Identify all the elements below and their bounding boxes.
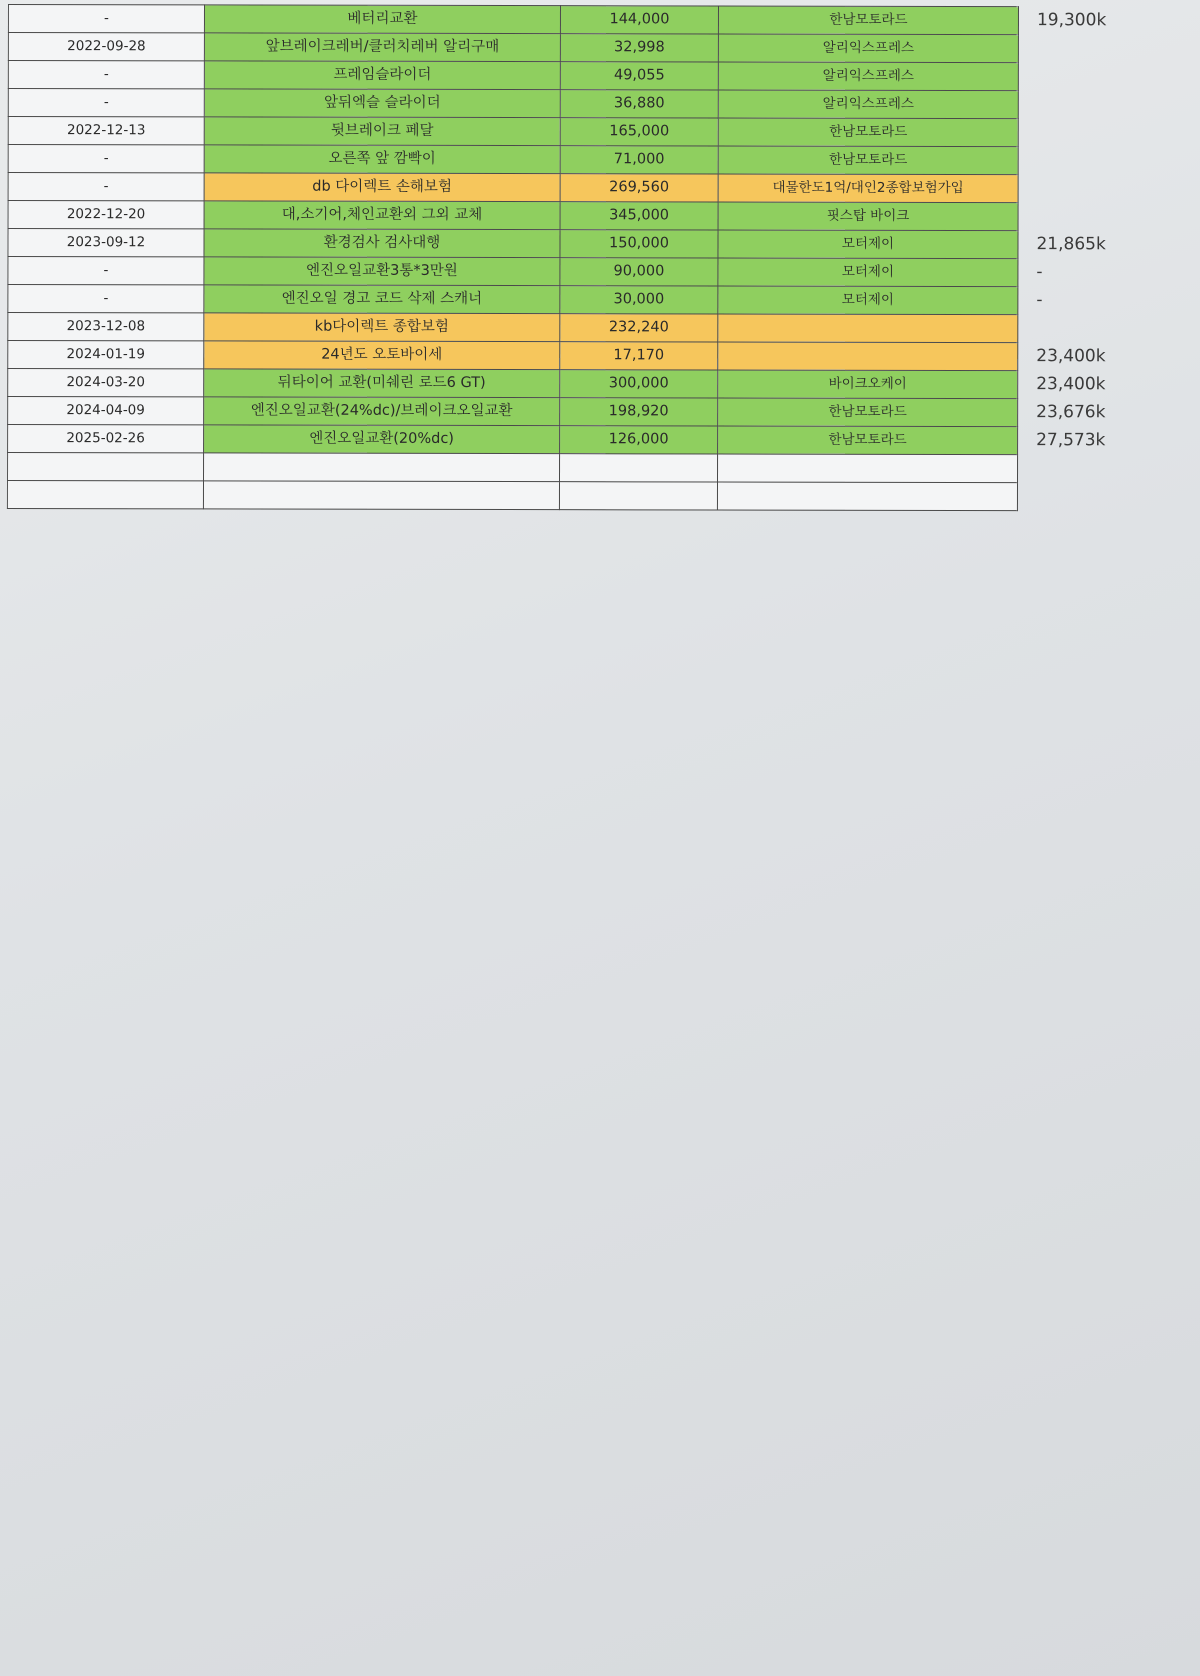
table-row [8,397,1118,427]
table-row [8,313,1118,343]
table-row [8,425,1118,455]
mileage-note [1018,119,1118,147]
date-cell: - [8,5,204,33]
vendor-cell: 핏스탑 바이크 [718,202,1018,231]
item-cell: 24년도 오토바이세 [204,341,560,370]
mileage-note: 21,865k [1036,234,1106,255]
amount-cell: 300,000 [560,370,718,398]
table-row [8,341,1118,371]
item-cell: 앞브레이크레버/클러치레버 알리구매 [204,33,560,62]
item-cell: 대,소기어,체인교환외 그외 교체 [204,201,560,230]
amount-cell: 198,920 [560,398,718,426]
item-cell: 프레임슬라이더 [204,61,560,90]
amount-cell: 30,000 [560,286,718,314]
table-row [8,89,1118,119]
mileage-note [1018,147,1118,175]
date-cell: - [8,145,204,173]
mileage-note [1018,203,1118,231]
item-cell [204,453,560,482]
table-row [8,117,1118,147]
vendor-cell [718,342,1018,371]
table-row [8,453,1118,483]
vendor-cell: 한남모토라드 [718,398,1018,427]
amount-cell: 126,000 [560,426,718,454]
vendor-cell: 알리익스프레스 [718,62,1018,91]
mileage-note: 19,300k [1036,10,1107,31]
maintenance-expense-table [7,4,1119,511]
date-cell: 2022-12-13 [8,117,204,145]
item-cell: 엔진오일교환3통*3만원 [204,257,560,286]
vendor-cell [718,454,1018,483]
date-cell [8,453,204,481]
item-cell: 앞뒤엑슬 슬라이더 [204,89,560,118]
table-row [8,173,1118,203]
item-cell: db 다이렉트 손해보험 [204,173,560,202]
date-cell: 2025-02-26 [8,425,204,453]
vendor-cell: 모터제이 [718,286,1018,315]
table-row [8,369,1118,399]
item-cell [203,481,559,510]
date-cell: 2022-09-28 [8,33,204,61]
mileage-note [1017,455,1117,483]
vendor-cell: 한남모토라드 [718,118,1018,147]
amount-cell: 269,560 [560,174,718,202]
amount-cell: 345,000 [560,202,718,230]
date-cell: 2023-09-12 [8,229,204,257]
mileage-note [1018,315,1118,343]
amount-cell: 90,000 [560,258,718,286]
vendor-cell: 모터제이 [718,230,1018,259]
mileage-note: 23,676k [1036,402,1106,423]
item-cell: 엔진오일 경고 코드 삭제 스캐너 [204,285,560,314]
table-row [8,201,1118,231]
table-row [7,481,1117,511]
item-cell: 환경검사 검사대행 [204,229,560,258]
vendor-cell: 대물한도1억/대인2종합보험가입 [718,174,1018,203]
amount-cell: 165,000 [560,118,718,146]
mileage-note [1018,35,1118,63]
vendor-cell: 한남모토라드 [718,146,1018,175]
vendor-cell: 한남모토라드 [718,6,1018,35]
vendor-cell [718,314,1018,343]
vendor-cell: 한남모토라드 [718,426,1018,455]
mileage-note: 27,573k [1036,430,1106,451]
mileage-note: - [1036,290,1043,311]
date-cell: - [8,173,204,201]
date-cell: - [8,61,204,89]
amount-cell: 150,000 [560,230,718,258]
table-row [8,5,1118,35]
mileage-note [1017,483,1117,511]
item-cell: 뒤타이어 교환(미쉐린 로드6 GT) [204,369,560,398]
table-row [8,257,1118,287]
mileage-note: - [1036,262,1043,283]
item-cell: 뒷브레이크 페달 [204,117,560,146]
amount-cell: 32,998 [560,34,718,62]
table-row [8,285,1118,315]
date-cell: 2024-01-19 [8,341,204,369]
mileage-note: 23,400k [1036,346,1106,367]
item-cell: 베터리교환 [204,5,560,34]
vendor-cell [717,482,1017,511]
table-row [8,229,1118,259]
amount-cell: 36,880 [560,90,718,118]
date-cell: 2024-03-20 [8,369,204,397]
table-row [8,145,1118,175]
mileage-note [1018,175,1118,203]
table-row [8,61,1118,91]
mileage-note [1018,63,1118,91]
amount-cell: 17,170 [560,342,718,370]
item-cell: 엔진오일교환(20%dc) [204,425,560,454]
date-cell: - [8,89,204,117]
item-cell: kb다이렉트 종합보험 [204,313,560,342]
amount-cell: 71,000 [560,146,718,174]
vendor-cell: 알리익스프레스 [718,34,1018,63]
mileage-note: 23,400k [1036,374,1106,395]
date-cell [7,481,203,509]
amount-cell: 232,240 [560,314,718,342]
amount-cell [560,454,718,482]
vendor-cell: 알리익스프레스 [718,90,1018,119]
vendor-cell: 바이크오케이 [718,370,1018,399]
date-cell: - [8,257,204,285]
date-cell: 2022-12-20 [8,201,204,229]
mileage-note [1018,91,1118,119]
amount-cell: 144,000 [560,6,718,34]
date-cell: 2023-12-08 [8,313,204,341]
item-cell: 엔진오일교환(24%dc)/브레이크오일교환 [204,397,560,426]
date-cell: - [8,285,204,313]
amount-cell [559,482,717,510]
item-cell: 오른쪽 앞 깜빡이 [204,145,560,174]
vendor-cell: 모터제이 [718,258,1018,287]
table-row [8,33,1118,63]
table-body [7,5,1118,511]
date-cell: 2024-04-09 [8,397,204,425]
amount-cell: 49,055 [560,62,718,90]
